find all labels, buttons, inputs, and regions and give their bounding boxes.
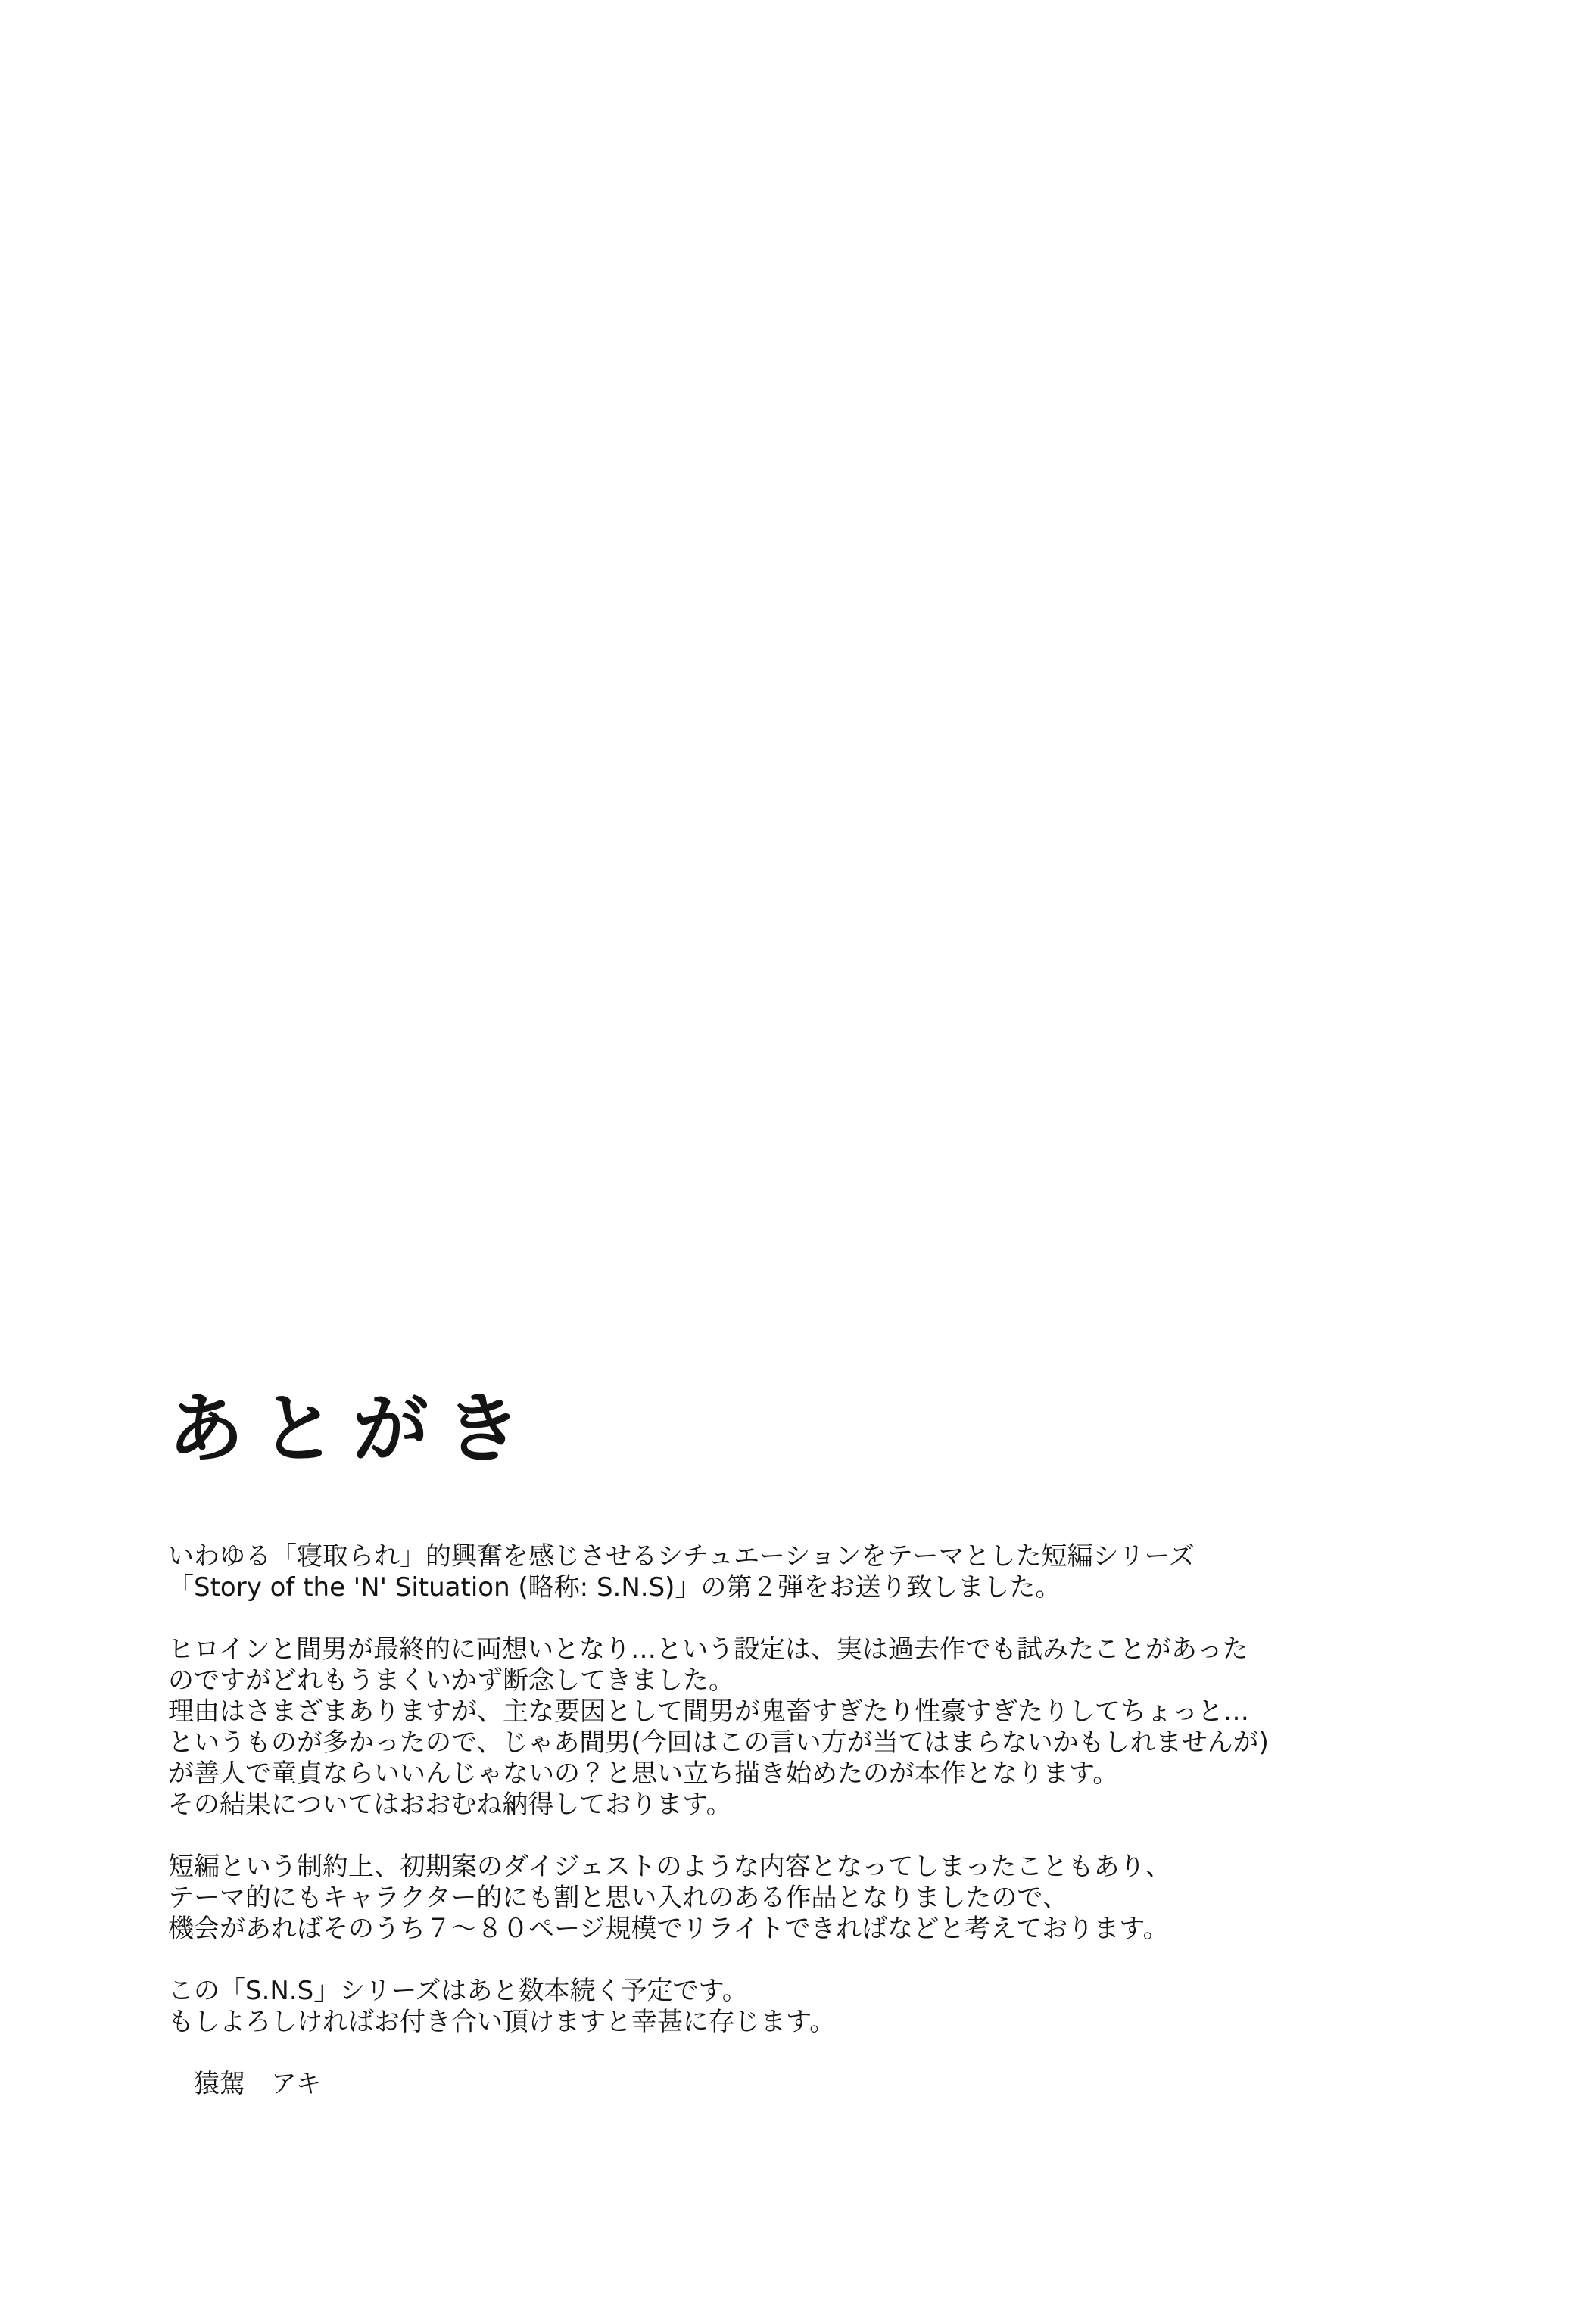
text-line: ヒロインと間男が最終的に両想いとなり…という設定は、実は過去作でも試みたことがあった [168, 1634, 1248, 1665]
paragraph-closing [168, 1976, 1455, 2038]
paragraph-reflection [168, 1852, 1455, 1945]
text-line: 機会があればそのうち７～８０ページ規模でリライトできればなどと考えております。 [168, 1914, 1169, 1944]
author-signature: 猿駕 アキ [194, 2069, 322, 2099]
afterword-body [168, 1541, 1455, 2100]
text-line: 短編という制約上、初期案のダイジェストのような内容となってしまったこともあり、 [168, 1852, 1171, 1882]
text-line: というものが多かったので、じゃあ間男(今回はこの言い方が当てはまらないかもしれませんが) [168, 1727, 1269, 1758]
text-line: のですがどれもうまくいかず断念してきました。 [168, 1665, 734, 1696]
paragraph-concept [168, 1634, 1455, 1821]
text-line: その結果についてはおおむね納得しております。 [168, 1790, 732, 1820]
paragraph-intro [168, 1541, 1455, 1603]
text-line: 「Story of the 'N' Situation (略称: S.N.S)」の第２弾をお送り致しました。 [168, 1572, 1061, 1603]
text-line: テーマ的にもキャラクター的にも割と思い入れのある作品となりましたので、 [168, 1883, 1068, 1913]
page-title: あとがき [168, 1385, 538, 1473]
text-line: が善人で童貞ならいいんじゃないの？と思い立ち描き始めたのが本作となります。 [168, 1759, 1119, 1789]
text-line: この「S.N.S」シリーズはあと数本続く予定です。 [168, 1976, 748, 2006]
text-line: 理由はさまざまありますが、主な要因として間男が鬼畜すぎたり性豪すぎたりしてちょっと… [168, 1696, 1249, 1727]
text-line: もしよろしければお付き合い頂けますと幸甚に存じます。 [168, 2007, 836, 2037]
text-line: いわゆる「寝取られ」的興奮を感じさせるシチュエーションをテーマとした短編シリーズ [168, 1541, 1195, 1572]
